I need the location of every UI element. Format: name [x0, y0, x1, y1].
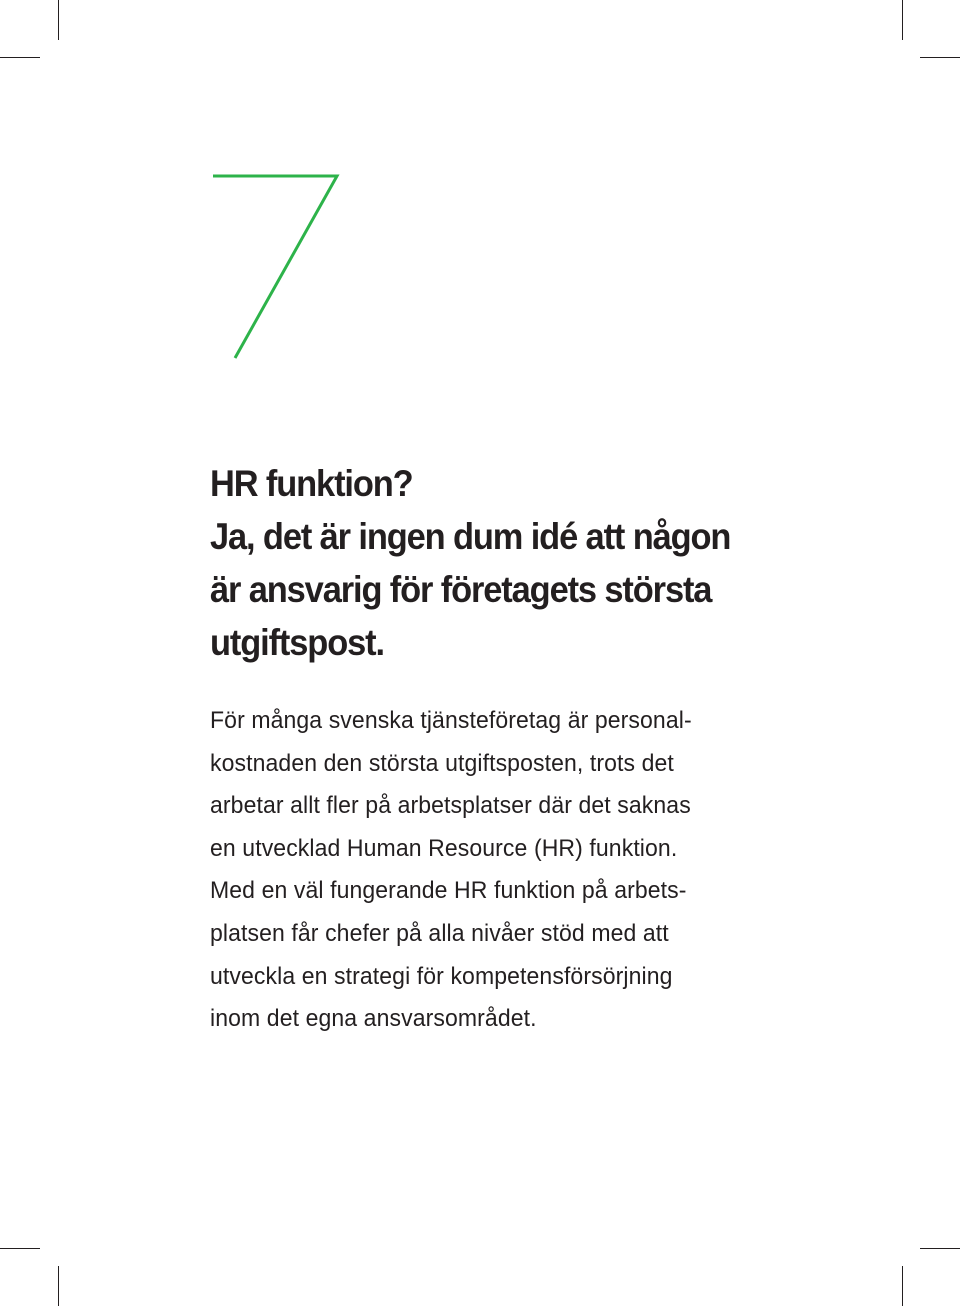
crop-mark-bottom-right-horizontal — [920, 1248, 960, 1249]
chapter-number — [208, 170, 344, 362]
crop-mark-top-right-vertical — [902, 0, 903, 40]
body-line: För många svenska tjänsteföretag är personal- — [210, 707, 692, 734]
body-line: inom det egna ansvarsområdet. — [210, 1005, 537, 1033]
body-line: arbetar allt fler på arbetsplatser där det saknas — [210, 792, 691, 820]
heading-line: är ansvarig för företagets största — [210, 569, 712, 610]
body-line: en utvecklad Human Resource (HR) funktion. — [210, 834, 678, 862]
crop-mark-bottom-right-vertical — [902, 1266, 903, 1306]
chapter-number-glyph — [213, 176, 337, 358]
heading-line: utgiftspost. — [210, 622, 384, 663]
body-line: utveckla en strategi för kompetensförsörjning — [210, 962, 673, 990]
crop-mark-top-right-horizontal — [920, 57, 960, 58]
body-line: kostnaden den största utgiftsposten, trots det — [210, 749, 674, 777]
body-line: platsen får chefer på alla nivåer stöd med att — [210, 919, 669, 947]
heading-line: HR funktion? — [210, 463, 413, 504]
crop-mark-top-left-vertical — [58, 0, 59, 40]
page-heading — [210, 457, 805, 669]
heading-line: Ja, det är ingen dum idé att någon — [210, 516, 731, 557]
crop-mark-bottom-left-vertical — [58, 1266, 59, 1306]
crop-mark-bottom-left-horizontal — [0, 1248, 40, 1249]
crop-mark-top-left-horizontal — [0, 57, 40, 58]
body-paragraph — [210, 700, 812, 1041]
body-line: Med en väl fungerande HR funktion på arbets- — [210, 877, 687, 905]
